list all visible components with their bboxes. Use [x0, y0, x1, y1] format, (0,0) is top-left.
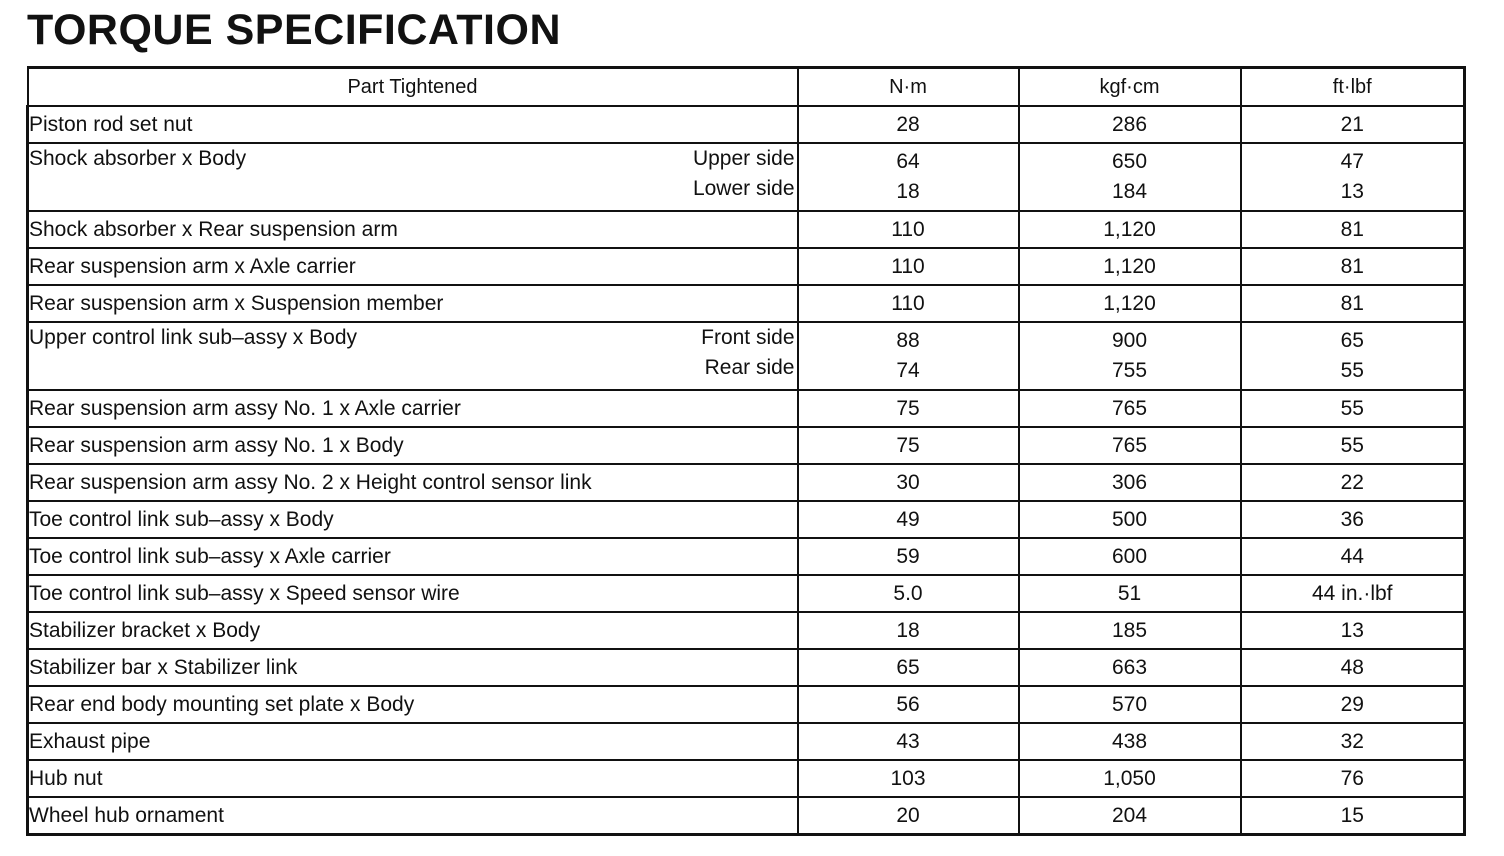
table-body — [28, 106, 1465, 835]
value-nm: 88 — [896, 329, 920, 352]
table-row — [28, 390, 1465, 427]
value-ft: 55 — [1340, 359, 1364, 382]
sub-label: Front side — [701, 326, 795, 349]
value-ft: 44 — [1241, 538, 1465, 575]
part-cell — [28, 686, 798, 723]
table-row — [28, 575, 1465, 612]
value-nm: 110 — [798, 211, 1019, 248]
value-nm: 74 — [896, 359, 920, 382]
part-name: Shock absorber x Body — [29, 147, 247, 170]
value-kgf: 755 — [1111, 359, 1148, 382]
value-kgf: 570 — [1019, 686, 1241, 723]
value-kgf: 204 — [1019, 797, 1241, 835]
part-cell — [28, 612, 798, 649]
value-ft: 21 — [1241, 106, 1465, 143]
value-kgf: 1,120 — [1019, 285, 1241, 322]
part-cell — [28, 797, 798, 835]
part-cell — [28, 211, 798, 248]
value-ft: 22 — [1241, 464, 1465, 501]
value-ft: 47 — [1340, 150, 1364, 173]
value-nm: 59 — [798, 538, 1019, 575]
header-row — [28, 68, 1465, 107]
table-row — [28, 760, 1465, 797]
torque-spec-table — [26, 66, 1466, 836]
part-name: Rear end body mounting set plate x Body — [29, 692, 415, 716]
part-name: Rear suspension arm x Axle carrier — [29, 254, 356, 278]
part-name: Toe control link sub–assy x Axle carrier — [29, 544, 391, 568]
value-ft: 81 — [1241, 285, 1465, 322]
value-ft: 81 — [1241, 248, 1465, 285]
sub-label: Lower side — [692, 177, 795, 200]
part-cell — [28, 106, 798, 143]
table-row — [28, 501, 1465, 538]
part-cell — [28, 649, 798, 686]
value-nm: 20 — [798, 797, 1019, 835]
header-nm: N·m — [798, 68, 1019, 107]
value-kgf: 1,120 — [1019, 248, 1241, 285]
value-nm: 110 — [798, 248, 1019, 285]
part-cell — [28, 723, 798, 760]
value-kgf: 184 — [1111, 180, 1148, 203]
value-ft: 55 — [1241, 390, 1465, 427]
value-nm: 43 — [798, 723, 1019, 760]
header-kgf-cm: kgf·cm — [1019, 68, 1241, 107]
sub-label: Rear side — [704, 356, 795, 379]
part-cell — [28, 390, 798, 427]
sub-labels — [701, 323, 796, 383]
part-name: Rear suspension arm assy No. 2 x Height control sensor link — [29, 470, 592, 494]
value-ft: 13 — [1241, 612, 1465, 649]
value-kgf: 1,050 — [1019, 760, 1241, 797]
table-row — [28, 285, 1465, 322]
table-row — [28, 686, 1465, 723]
part-name: Rear suspension arm x Suspension member — [29, 291, 444, 315]
value-nm: 49 — [798, 501, 1019, 538]
part-cell — [28, 248, 798, 285]
value-cell-nm — [798, 322, 1019, 390]
value-ft: 36 — [1241, 501, 1465, 538]
table-row — [28, 106, 1465, 143]
value-ft: 81 — [1241, 211, 1465, 248]
value-nm: 75 — [798, 427, 1019, 464]
part-name: Stabilizer bar x Stabilizer link — [29, 655, 298, 679]
table-row — [28, 211, 1465, 248]
part-cell — [28, 538, 798, 575]
part-name: Upper control link sub–assy x Body — [29, 326, 357, 349]
value-kgf: 600 — [1019, 538, 1241, 575]
value-ft: 29 — [1241, 686, 1465, 723]
part-name: Rear suspension arm assy No. 1 x Body — [29, 433, 404, 457]
value-cell-kgf — [1019, 143, 1241, 211]
value-kgf: 1,120 — [1019, 211, 1241, 248]
value-ft: 13 — [1340, 180, 1364, 203]
value-nm: 18 — [798, 612, 1019, 649]
table-row — [28, 538, 1465, 575]
table-row — [28, 322, 1465, 390]
value-kgf: 663 — [1019, 649, 1241, 686]
value-kgf: 900 — [1111, 329, 1148, 352]
value-kgf: 500 — [1019, 501, 1241, 538]
value-kgf: 765 — [1019, 427, 1241, 464]
value-nm: 5.0 — [798, 575, 1019, 612]
value-ft: 76 — [1241, 760, 1465, 797]
part-cell — [28, 285, 798, 322]
header-ft-lbf: ft·lbf — [1241, 68, 1465, 107]
table-row — [28, 143, 1465, 211]
value-nm: 103 — [798, 760, 1019, 797]
part-cell — [28, 760, 798, 797]
value-nm: 30 — [798, 464, 1019, 501]
part-name: Toe control link sub–assy x Body — [29, 507, 334, 531]
value-nm: 18 — [896, 180, 920, 203]
value-ft: 15 — [1241, 797, 1465, 835]
table-row — [28, 723, 1465, 760]
table-row — [28, 248, 1465, 285]
part-cell — [28, 427, 798, 464]
value-cell-ft — [1241, 143, 1465, 211]
part-cell — [28, 575, 798, 612]
part-name: Stabilizer bracket x Body — [29, 618, 261, 642]
value-ft: 32 — [1241, 723, 1465, 760]
part-name: Rear suspension arm assy No. 1 x Axle carrier — [29, 396, 461, 420]
part-name: Shock absorber x Rear suspension arm — [29, 217, 398, 241]
value-cell-kgf — [1019, 322, 1241, 390]
value-nm: 110 — [798, 285, 1019, 322]
value-nm: 75 — [798, 390, 1019, 427]
value-kgf: 185 — [1019, 612, 1241, 649]
value-ft: 55 — [1241, 427, 1465, 464]
part-name: Wheel hub ornament — [29, 803, 224, 827]
value-cell-ft — [1241, 322, 1465, 390]
value-cell-nm — [798, 143, 1019, 211]
value-ft: 65 — [1340, 329, 1364, 352]
table-row — [28, 649, 1465, 686]
value-kgf: 51 — [1019, 575, 1241, 612]
part-name: Toe control link sub–assy x Speed sensor wire — [29, 581, 460, 605]
header-part-tightened: Part Tightened — [28, 68, 798, 107]
sub-label: Upper side — [692, 147, 795, 170]
table-row — [28, 464, 1465, 501]
part-cell — [28, 501, 798, 538]
table-row — [28, 612, 1465, 649]
value-ft: 48 — [1241, 649, 1465, 686]
value-nm: 64 — [896, 150, 920, 173]
value-nm: 56 — [798, 686, 1019, 723]
part-cell — [28, 464, 798, 501]
value-nm: 28 — [798, 106, 1019, 143]
value-kgf: 765 — [1019, 390, 1241, 427]
sub-labels — [693, 144, 797, 204]
value-kgf: 286 — [1019, 106, 1241, 143]
table-row — [28, 797, 1465, 835]
part-name: Exhaust pipe — [29, 729, 151, 753]
part-name: Piston rod set nut — [29, 112, 193, 136]
part-cell — [28, 322, 798, 390]
part-cell — [28, 143, 798, 211]
value-kgf: 438 — [1019, 723, 1241, 760]
table-row — [28, 427, 1465, 464]
value-kgf: 306 — [1019, 464, 1241, 501]
value-ft: 44 in.·lbf — [1241, 575, 1465, 612]
value-nm: 65 — [798, 649, 1019, 686]
value-kgf: 650 — [1111, 150, 1148, 173]
page-title: TORQUE SPECIFICATION — [27, 6, 561, 54]
part-name: Hub nut — [29, 766, 103, 790]
